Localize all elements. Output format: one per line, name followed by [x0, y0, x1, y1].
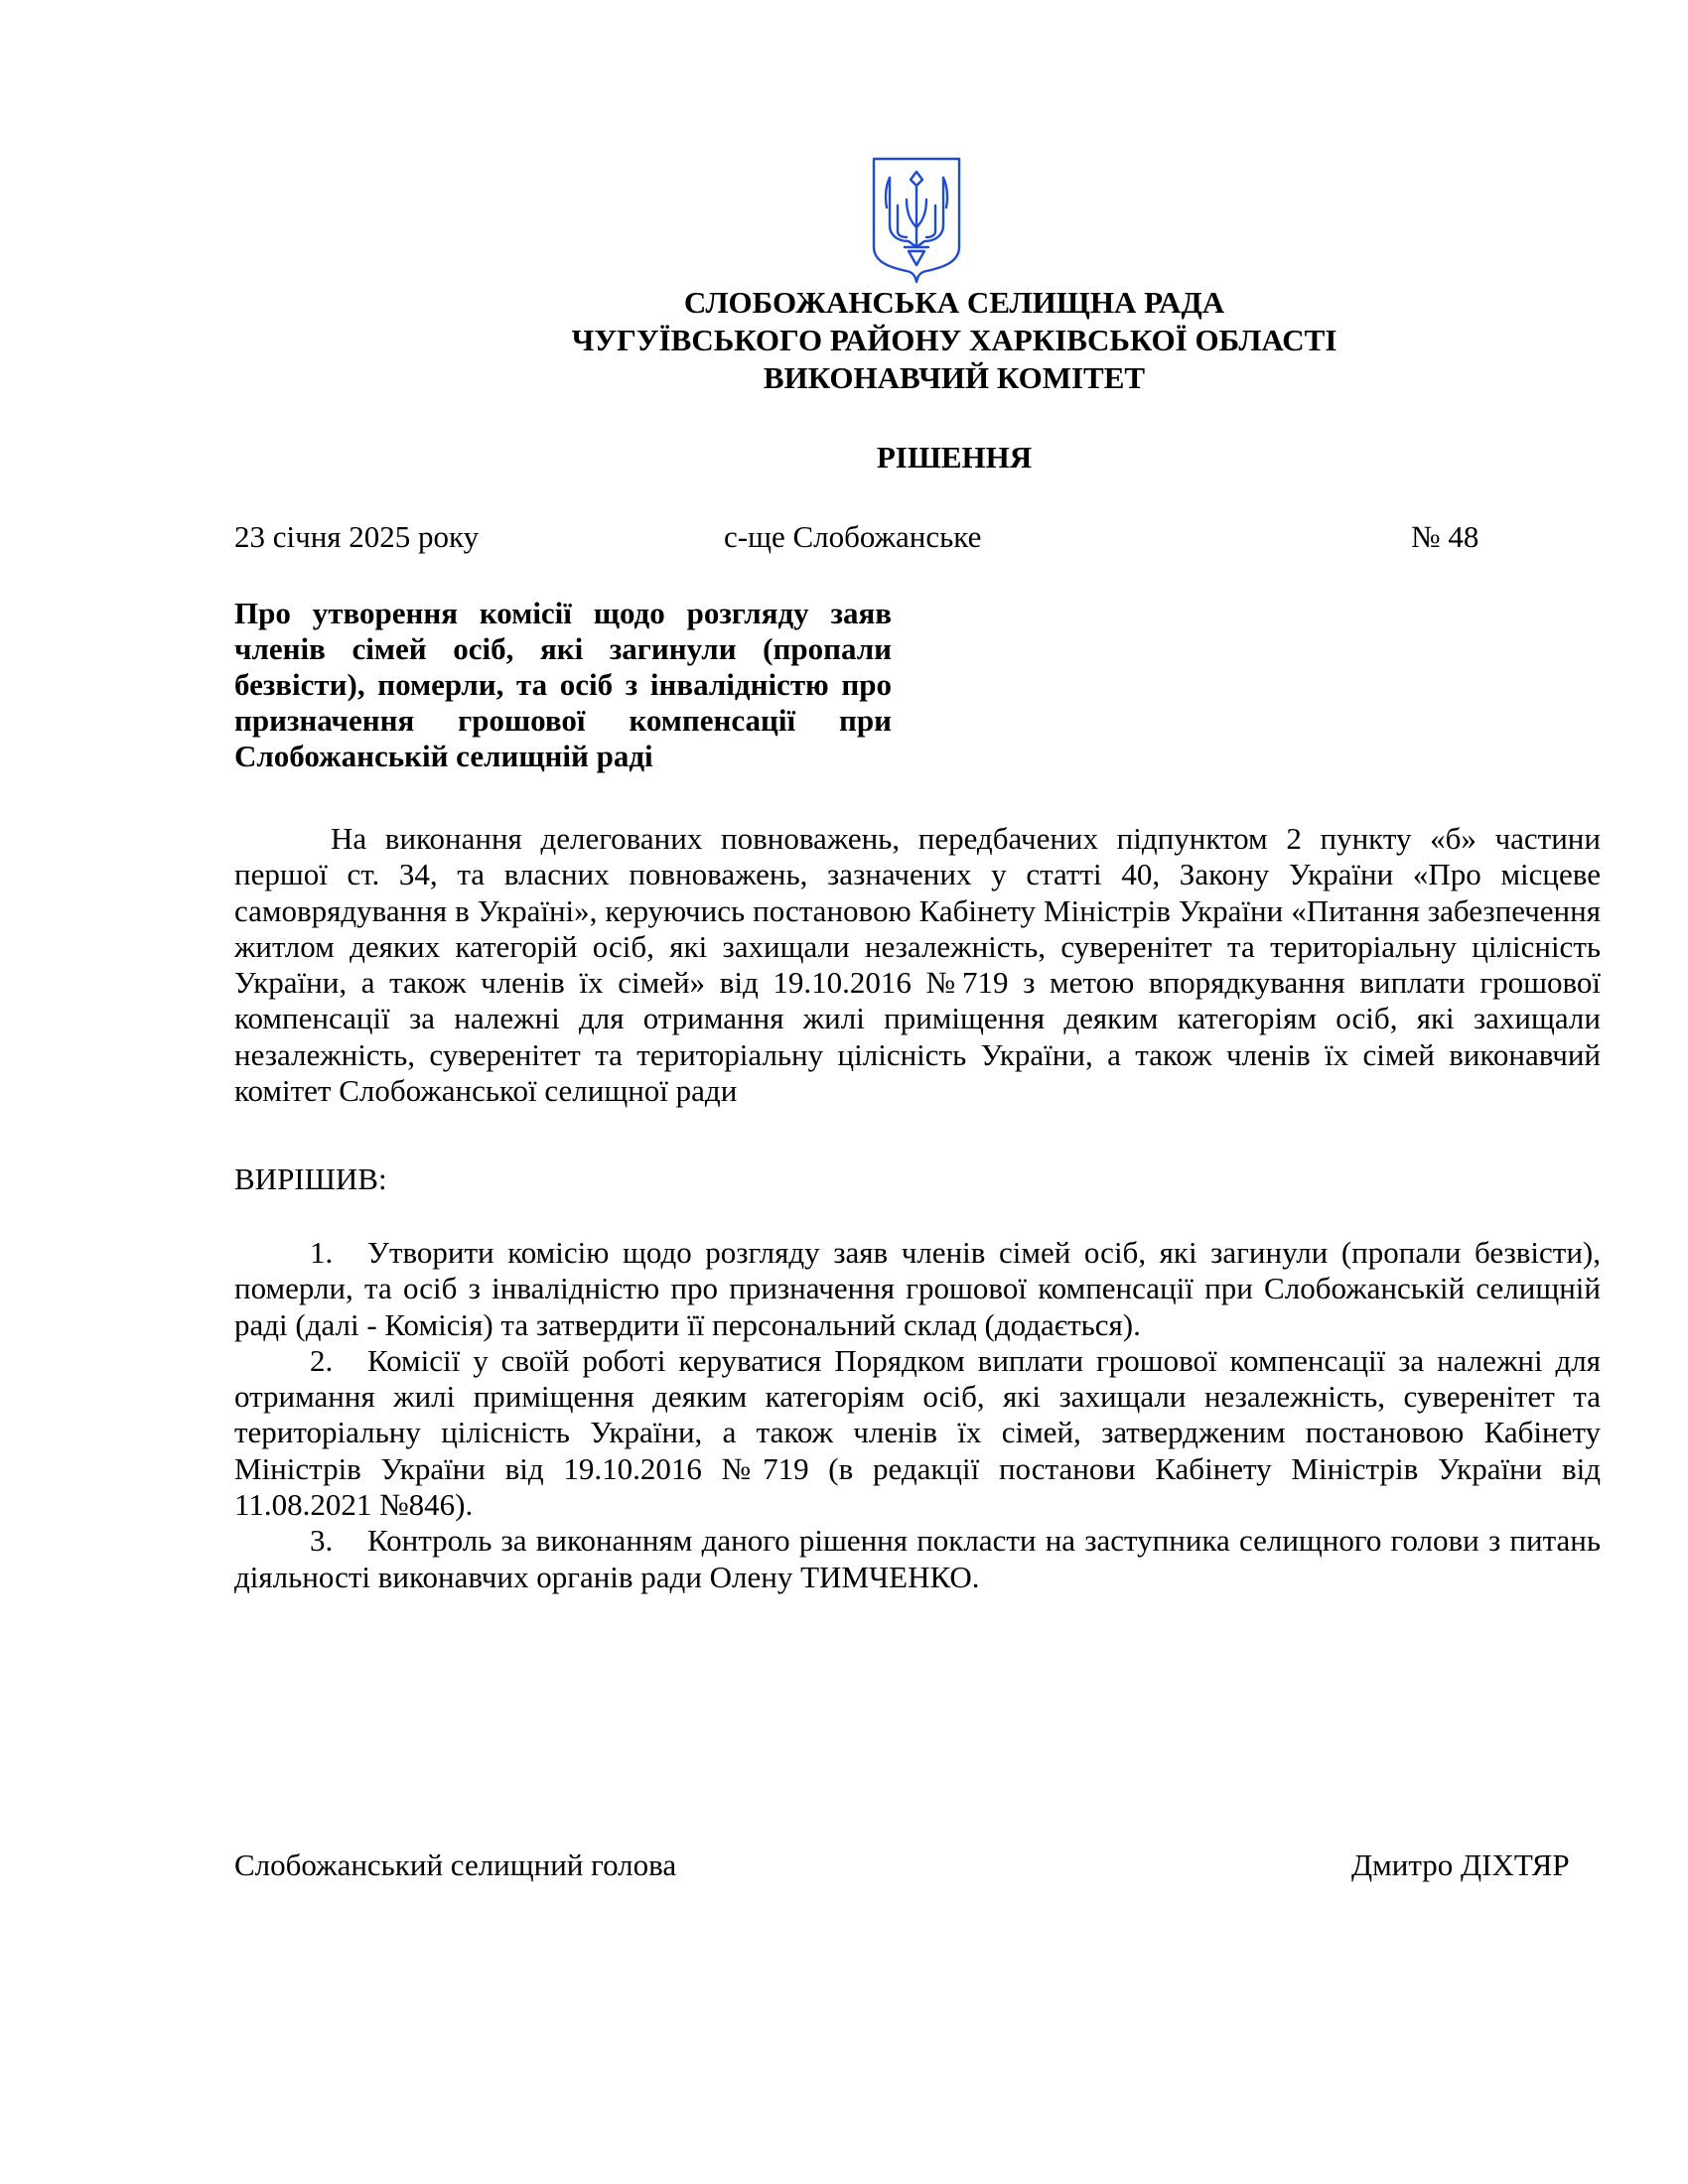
decision-item: [234, 1235, 1601, 1343]
decision-items-list: [234, 1235, 1601, 1595]
header-line-committee: ВИКОНАВЧИЙ КОМІТЕТ: [763, 360, 1146, 395]
item-number: 2.: [310, 1342, 334, 1378]
decision-subject: Про утворення комісії щодо розгляду заяв членів сімей осіб, які загинули (пропали безвісти), померли, та осіб з інвалідністю про призначення грошової компенсації при Слобожанській селищній раді: [234, 596, 892, 773]
header-line-district: ЧУГУЇВСЬКОГО РАЙОНУ ХАРКІВСЬКОЇ ОБЛАСТІ: [571, 323, 1337, 357]
organization-header: [0, 284, 1688, 397]
preamble-paragraph: На виконання делегованих повноважень, передбачених підпунктом 2 пункту «б» частини першої ст. 34, та власних повноважень, зазначених у статті 40, Закону України «Про місцеве самоврядування в Україні», керуючись постановою Кабінету Міністрів України «Питання забезпечення житлом деяких категорій осіб, які захищали незалежність, суверенітет та територіальну цілісність України, а також членів їх сімей» від 19.10.2016 №719 з метою впорядкування виплати грошової компенсації за належні для отримання жилі приміщення деяким категоріям осіб, які захищали незалежність, суверенітет та територіальну цілісність України, а також членів їх сімей виконавчий комітет Слобожанської селищної ради: [234, 821, 1601, 1109]
decision-date: 23 січня 2025 року: [234, 519, 480, 554]
resolved-label: ВИРІШИВ:: [234, 1161, 387, 1196]
item-text: Контроль за виконанням даного рішення покласти на заступника селищного голови з питань діяльності виконавчих органів ради Олену ТИМЧЕНКО.: [234, 1523, 1601, 1594]
item-text: Комісії у своїй роботі керуватися Порядком виплати грошової компенсації за належні для отримання жилі приміщення деяким категоріям осіб, які захищали незалежність, суверенітет та територіальну цілісність України, а також членів їх сімей, затвердженим постановою Кабінету Міністрів України від 19.10.2016 №719 (в редакції постанови Кабінету Міністрів України від 11.08.2021 №846).: [234, 1342, 1601, 1523]
signature-name: Дмитро ДІХТЯР: [1351, 1847, 1570, 1882]
signature-title: Слобожанський селищний голова: [234, 1847, 677, 1882]
decision-place: с-ще Слобожанське: [724, 519, 982, 554]
header-line-council: СЛОБОЖАНСЬКА СЕЛИЩНА РАДА: [683, 285, 1225, 320]
coat-of-arms-trident-icon: [871, 156, 962, 285]
item-number: 3.: [310, 1523, 334, 1559]
item-text: Утворити комісію щодо розгляду заяв членів сімей осіб, які загинули (пропали безвісти), померли, та осіб з інвалідністю про призначення грошової компенсації при Слобожанській селищній раді (далі - Комісія) та затвердити її персональний склад (додається).: [234, 1235, 1601, 1342]
item-number: 1.: [310, 1235, 334, 1270]
decision-number: № 48: [1411, 519, 1479, 554]
decision-item: [234, 1523, 1601, 1595]
decision-title: РІШЕННЯ: [876, 440, 1033, 475]
decision-item: [234, 1343, 1601, 1523]
